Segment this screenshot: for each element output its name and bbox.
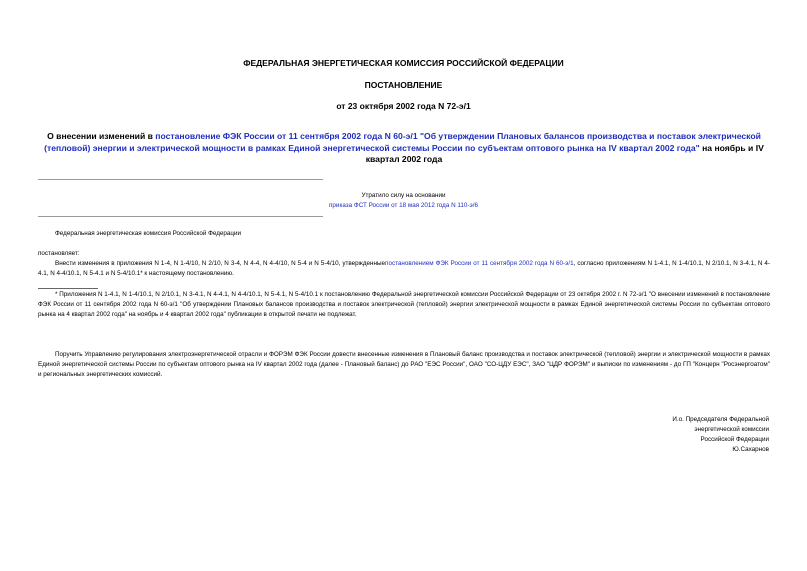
signature-line-3: Российской Федерации (700, 436, 769, 443)
title-suffix: на ноябрь и IV квартал 2002 года (365, 142, 764, 164)
title-link[interactable]: постановление ФЭК России от 11 сентября 2002 года N 60-э/1 "Об утверждении Плановых балансов производства и поставок электрической (тепловой) энергии и электрической мощности в рамках Единой энергетической системы России по субъектам оптового рынка на IV квартал 2002 года" (44, 131, 761, 153)
divider-bottom (38, 216, 323, 217)
document-date-number: от 23 октября 2002 года N 72-э/1 (336, 101, 471, 111)
paragraph-1-text-b: , согласно приложениям N 1-4.1, N 1-4/10.1, N 2/10.1, N 3-4.1, N 4-4.1, N 4-4/10.1, N 5-4.1 и N 5-4/10.1* к настоящему постановлению. (38, 260, 770, 277)
divider-top (38, 179, 323, 180)
paragraph-2: Поручить Управлению регулирования электроэнергетической отрасли и ФОРЭМ ФЭК России довести внесенные изменения в Плановый баланс производства и поставок электрической (тепловой) энергии и электрической мощности в рамках Единой энергетической системы России по субъектам оптового рынка на IV квартал 2002 года (далее - Плановый баланс) до РАО "ЕЭС России", ОАО "СО-ЦДУ ЕЭС", ЗАО "ЦДР ФОРЭМ" и выписки по изменениям - до ГП "Концерн "Росэнергоатом" и региональных энергетических комиссий. (38, 351, 770, 378)
paragraph-1 (38, 259, 770, 279)
paragraph-1-text-a: Внести изменения в приложения N 1-4, N 1-4/10, N 2/10, N 3-4, N 4-4, N 4-4/10, N 5-4 и N 5-4/10, утвержденные (55, 260, 386, 267)
commission-name: ФЕДЕРАЛЬНАЯ ЭНЕРГЕТИЧЕСКАЯ КОМИССИЯ РОССИЙСКОЙ ФЕДЕРАЦИИ (243, 58, 564, 68)
footnote: * Приложения N 1-4.1, N 1-4/10.1, N 2/10.1, N 3-4.1, N 4-4.1, N 4-4/10.1, N 5-4.1, N 5-4/10.1 к постановлению Федеральной энергетической комиссии Российской Федерации от 23 октября 2002 г. N 72-э/1 "О внесении изменений в постановление ФЭК России от 11 сентября 2002 года N 60-э/1 "Об утверждении Плановых балансов производства и поставок электрической (тепловой) энергии электрической мощности в рамках Единой энергетической системы России по субъектам оптового рынка на 4 квартал 2002 года" на ноябрь и 4 квартал 2002 года" публикации в открытой печати не подлежат. (38, 291, 770, 318)
decides-text: постановляет: (38, 250, 80, 257)
document-type: ПОСТАНОВЛЕНИЕ (364, 80, 443, 90)
signature-block (672, 415, 769, 455)
signature-line-1: И.о. Председателя Федеральной (672, 416, 769, 423)
repeal-note: Утратило силу на основании (361, 192, 446, 199)
issuer-text: Федеральная энергетическая комиссия Российской Федерации (55, 230, 242, 237)
title-prefix: О внесении изменений в (47, 131, 156, 141)
document-title (38, 131, 770, 166)
repeal-link[interactable]: приказа ФСТ России от 18 мая 2012 года N 110-э/6 (329, 202, 478, 209)
paragraph-1-link[interactable]: постановлением ФЭК России от 11 сентября 2002 года N 60-э/1 (385, 260, 574, 267)
footnote-divider (38, 288, 98, 289)
signature-name: Ю.Сахарнов (732, 446, 769, 453)
signature-line-2: энергетической комиссии (694, 426, 769, 433)
